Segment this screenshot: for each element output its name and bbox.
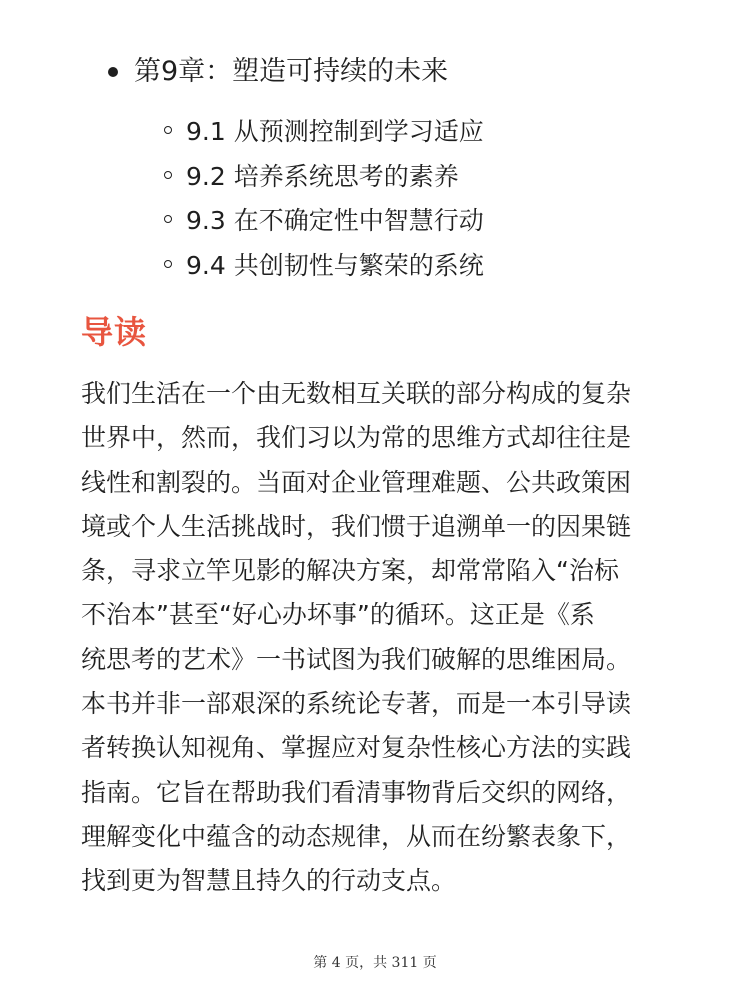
paragraph-line: 找到更为智慧且持久的行动支点。 <box>81 866 457 896</box>
bullet-circle-icon <box>164 260 172 268</box>
chapter-item <box>108 52 448 92</box>
section-label: 9.4 共创韧性与繁荣的系统 <box>186 250 484 280</box>
bullet-disc-icon <box>108 67 118 77</box>
section-item <box>164 197 484 242</box>
paragraph-line: 指南。它旨在帮助我们看清事物背后交织的网络， <box>81 777 632 807</box>
section-label: 9.3 在不确定性中智慧行动 <box>186 206 484 236</box>
bullet-circle-icon <box>164 215 172 223</box>
bullet-circle-icon <box>164 171 172 179</box>
page-footer: 第 4 页，共 311 页 <box>313 955 437 971</box>
section-label: 9.2 培养系统思考的素养 <box>186 161 459 191</box>
paragraph-line: 不治本”甚至“好心办坏事”的循环。这正是《系 <box>81 600 595 630</box>
paragraph-line: 本书并非一部艰深的系统论专著，而是一本引导读 <box>81 689 632 719</box>
chapter-title: 第9章：塑造可持续的未来 <box>134 56 449 87</box>
paragraph-line: 统思考的艺术》一书试图为我们破解的思维困局。 <box>81 644 632 674</box>
paragraph-line: 境或个人生活挑战时，我们惯于追溯单一的因果链 <box>81 511 632 541</box>
paragraph-line: 我们生活在一个由无数相互关联的部分构成的复杂 <box>81 379 632 408</box>
bullet-circle-icon <box>164 126 172 134</box>
section-item <box>164 242 484 287</box>
paragraph-line: 者转换认知视角、掌握应对复杂性核心方法的实践 <box>81 733 632 763</box>
paragraph-line: 线性和割裂的。当面对企业管理难题、公共政策困 <box>81 467 632 497</box>
section-list <box>164 108 484 286</box>
paragraph-line: 条，寻求立竿见影的解决方案，却常常陷入“治标 <box>81 556 619 586</box>
intro-paragraph <box>81 372 673 904</box>
intro-heading: 导读 <box>81 313 148 351</box>
section-label: 9.1 从预测控制到学习适应 <box>186 117 484 147</box>
paragraph-line: 世界中，然而，我们习以为常的思维方式却往往是 <box>81 423 632 453</box>
paragraph-line: 理解变化中蕴含的动态规律，从而在纷繁表象下， <box>81 821 632 851</box>
section-item <box>164 108 484 153</box>
section-item <box>164 153 484 198</box>
